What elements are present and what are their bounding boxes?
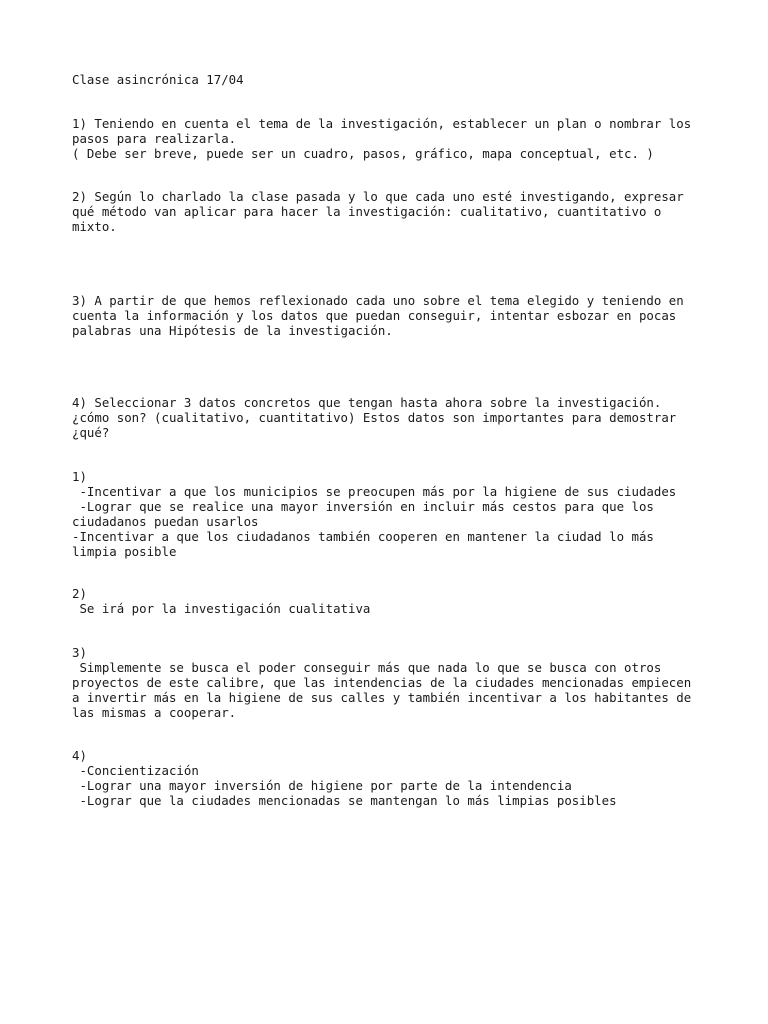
answer-1: 1) -Incentivar a que los municipios se preocupen más por la higiene de sus ciudades -Lograr que se realice una mayor inversión en incluir más cestos para que los ciudadanos puedan usarlos -Incentivar a que los ciudadanos también cooperen en mantener la ciudad lo más limpia posible [72, 469, 677, 559]
question-3: 3) A partir de que hemos reflexionado cada uno sobre el tema elegido y teniendo en cuenta la información y los datos que puedan conseguir, intentar esbozar en pocas palabras una Hipótesis de la investigación. [72, 293, 684, 338]
answer-2: 2) Se irá por la investigación cualitativa [72, 586, 371, 616]
question-2: 2) Según lo charlado la clase pasada y lo que cada uno esté investigando, expresar qué método van aplicar para hacer la investigación: cualitativo, cuantitativo o mixto. [72, 189, 684, 234]
document-title: Clase asincrónica 17/04 [72, 72, 244, 87]
answer-4: 4) -Concientización -Lograr una mayor inversión de higiene por parte de la intendencia -Lograr que la ciudades mencionadas se mantengan lo más limpias posibles [72, 748, 617, 808]
question-4: 4) Seleccionar 3 datos concretos que tengan hasta ahora sobre la investigación. ¿cómo son? (cualitativo, cuantitativo) Estos datos son importantes para demostrar ¿qué? [72, 395, 677, 440]
answer-3: 3) Simplemente se busca el poder conseguir más que nada lo que se busca con otros proyectos de este calibre, que las intendencias de la ciudades mencionadas empiecen a invertir más en la higiene de sus calles y también incentivar a los habitantes de las mismas a cooperar. [72, 645, 692, 720]
question-1: 1) Teniendo en cuenta el tema de la investigación, establecer un plan o nombrar los pasos para realizarla. ( Debe ser breve, puede ser un cuadro, pasos, gráfico, mapa conceptual, etc. ) [72, 116, 692, 161]
